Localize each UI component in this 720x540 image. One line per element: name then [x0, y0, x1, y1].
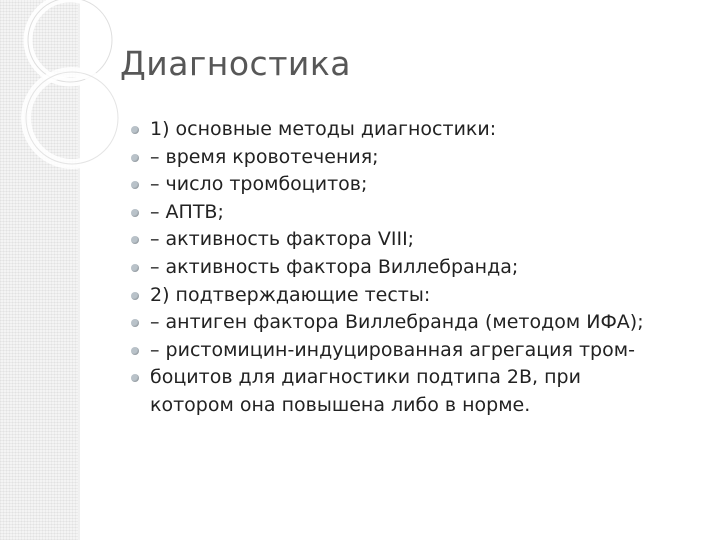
bullet-icon — [131, 181, 139, 189]
list-item-text: – число тромбоцитов; — [150, 173, 368, 196]
list-item — [124, 364, 704, 419]
bullet-icon — [131, 209, 139, 217]
list-item-text: 2) подтверждающие тесты: — [150, 283, 431, 306]
list-item — [124, 171, 704, 199]
list-item — [124, 144, 704, 172]
list-item-text: – активность фактора Виллебранда; — [150, 255, 519, 278]
list-item-text: – ристомицин-индуцированная агрегация тром- — [150, 338, 635, 361]
strip-edge — [78, 0, 80, 540]
slide-title: Диагностика — [120, 44, 352, 83]
bullet-icon — [131, 154, 139, 162]
list-item-text: – время кровотечения; — [150, 145, 379, 168]
list-item — [124, 116, 704, 144]
left-decorative-strip — [0, 0, 79, 540]
bullet-icon — [131, 126, 139, 134]
list-item-text: котором она повышена либо в норме. — [150, 393, 531, 416]
list-item-text: – активность фактора VIII; — [150, 228, 415, 251]
list-item-text: боцитов для диагностики подтипа 2B, при — [150, 366, 581, 389]
bullet-list — [124, 116, 704, 420]
list-item — [124, 337, 704, 365]
bullet-icon — [131, 264, 139, 272]
list-item — [124, 254, 704, 282]
bullet-icon — [131, 374, 139, 382]
list-item-text: 1) основные методы диагностики: — [150, 118, 497, 140]
list-item — [124, 282, 704, 310]
list-item-text: – АПТВ; — [150, 200, 224, 223]
list-item — [124, 309, 704, 337]
list-item-text: – антиген фактора Виллебранда (методом ИФА); — [150, 311, 644, 334]
bullet-icon — [131, 319, 139, 327]
bullet-icon — [131, 347, 139, 355]
list-item — [124, 199, 704, 227]
list-item — [124, 226, 704, 254]
bullet-icon — [131, 292, 139, 300]
bullet-icon — [131, 236, 139, 244]
